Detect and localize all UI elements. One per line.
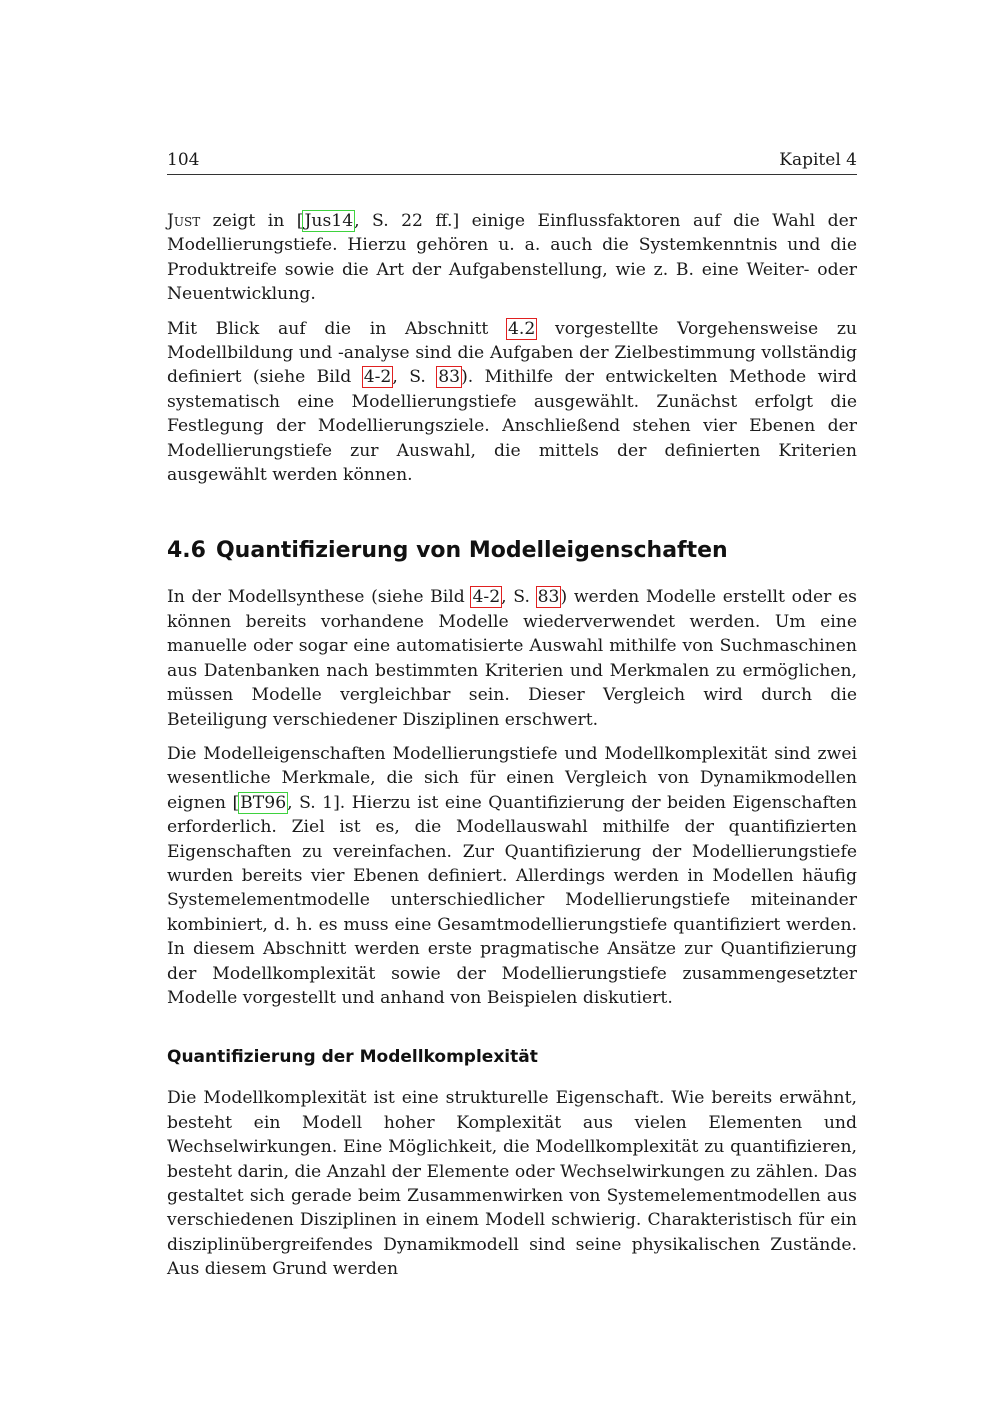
cite-open-bracket: [ <box>232 792 240 813</box>
page-number: 104 <box>167 150 200 170</box>
ref-link-page-83[interactable]: 83 <box>438 367 461 388</box>
ref-link-page-83[interactable]: 83 <box>537 587 560 608</box>
chapter-label: Kapitel 4 <box>779 150 857 170</box>
section-heading <box>167 537 857 565</box>
paragraph-model-complexity: Die Modellkomplexität ist eine strukturelle Eigenschaft. Wie bereits erwähnt, besteht ein Modell hoher Komplexität aus vielen Elementen und Wechselwirkungen. Eine Möglichkeit, die Modellkomplexität zu quantifizieren, besteht darin, die Anzahl der Elemente oder Wechselwirkungen zu zählen. Das gestaltet sich gerade beim Zusammenwirken von Systemelementmodellen aus verschiedenen Disziplinen in einem Modell schwierig. Charakteristisch für ein disziplinübergreifendes Dynamikmodell sind seine physikalischen Zustände. Aus diesem Grund werden <box>167 1088 857 1280</box>
paragraph-model-synthesis: In der Modellsynthese (siehe Bild 4-2, S. 83) werden Modelle erstellt oder es können bereits vorhandene Modelle wiederverwendet werden. Um eine manuelle oder sogar eine automatisierte Auswahl mithilfe von Suchmaschinen aus Datenbanken nach bestimmten Kriterien und Merkmalen zu ermöglichen, müssen Modelle vergleichbar sein. Dieser Vergleich wird durch die Beteiligung verschiedener Disziplinen erschwert. <box>167 587 858 730</box>
ref-link-figure-4-2[interactable]: 4-2 <box>472 587 501 608</box>
ref-link-section-4-2[interactable]: 4.2 <box>507 318 536 339</box>
paragraph-procedure-overview: Mit Blick auf die in Abschnitt 4.2 vorgestellte Vorgehensweise zu Modellbildung und -analyse sind die Aufgaben der Zielbestimmung vollständig definiert (siehe Bild 4-2, S. 83). Mithilfe der entwickelten Methode wird systematisch eine Modellierungstiefe ausgewählt. Zunächst erfolgt die Festlegung der Modellierungsziele. Anschließend stehen vier Ebenen der Modellierungstiefe zur Auswahl, die mittels der definierten Kriterien ausgewählt werden können. <box>167 318 858 486</box>
paragraph-model-properties: Die Modelleigenschaften Modellierungstiefe und Modellkomplexität sind zwei wesentliche Merkmale, die sich für einen Vergleich von Dynamikmodellen eignen [BT96, S. 1]. Hierzu ist eine Quantifizierung der beiden Eigenschaften erforderlich. Ziel ist es, die Modellauswahl mithilfe der quantifizierten Eigenschaften zu vereinfachen. Zur Quantifizierung der Modellierungstiefe wurden bereits vier Ebenen definiert. Allerdings werden in Modellen häufig Systemelementmodelle unterschiedlicher Modellierungstiefe miteinander kombiniert, d. h. es muss eine Gesamtmodellierungstiefe quantifiziert werden. In diesem Abschnitt werden erste pragmatische Ansätze zur Quantifizierung der Modellkomplexität sowie der Modellierungstiefe zusammengesetzter Modelle vorgestellt und anhand von Beispielen diskutiert. <box>167 743 857 1008</box>
page-header <box>167 150 857 175</box>
citation-link-bt96[interactable]: BT96 <box>240 792 287 813</box>
section-number: 4.6 <box>167 538 206 564</box>
section-title: Quantifizierung von Modelleigenschaften <box>215 538 728 564</box>
cite-open-bracket: [ <box>296 211 304 231</box>
subsection-heading: Quantifizierung der Modellkomplexität <box>167 1047 538 1068</box>
ref-link-figure-4-2[interactable]: 4-2 <box>363 367 392 388</box>
citation-link-jus14[interactable]: Jus14 <box>304 211 354 231</box>
author-name: Just <box>167 211 201 231</box>
page-content <box>167 209 857 1292</box>
paragraph-just-influences: Just zeigt in [Jus14, S. 22 ff.] einige Einflussfaktoren auf die Wahl der Modellierungstiefe. Hierzu gehören u. a. auch die Systemkenntnis und die Produktreife sowie die Art der Aufgabenstellung, wie z. B. eine Weiter- oder Neuentwicklung. <box>167 211 857 305</box>
